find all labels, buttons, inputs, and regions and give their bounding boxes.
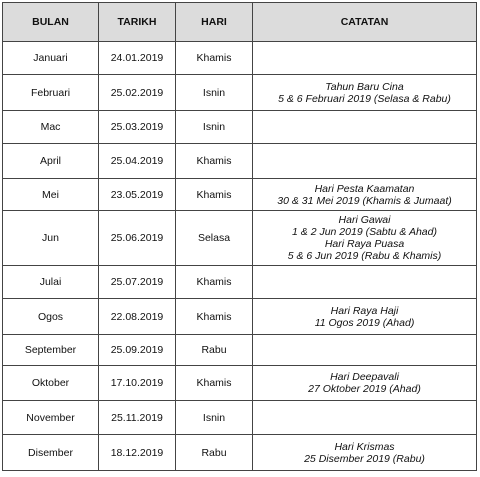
cell-tarikh: 22.08.2019 <box>99 299 176 335</box>
cell-hari: Rabu <box>176 435 253 471</box>
cell-tarikh: 25.06.2019 <box>99 211 176 266</box>
cell-tarikh: 25.07.2019 <box>99 266 176 299</box>
cell-hari: Khamis <box>176 179 253 211</box>
cell-bulan: Oktober <box>3 366 99 401</box>
cell-tarikh: 17.10.2019 <box>99 366 176 401</box>
cell-hari: Isnin <box>176 111 253 144</box>
table-row <box>3 75 477 111</box>
cell-catatan <box>253 366 477 401</box>
cell-bulan: Disember <box>3 435 99 471</box>
cell-catatan <box>253 435 477 471</box>
cell-tarikh: 25.09.2019 <box>99 335 176 366</box>
cell-bulan: Februari <box>3 75 99 111</box>
cell-catatan <box>253 179 477 211</box>
cell-catatan <box>253 211 477 266</box>
catatan-line: 1 & 2 Jun 2019 (Sabtu & Ahad) <box>292 226 437 238</box>
table-header <box>3 3 477 42</box>
catatan-line: 30 & 31 Mei 2019 (Khamis & Jumaat) <box>277 194 452 207</box>
cell-hari: Khamis <box>176 144 253 179</box>
cell-catatan <box>253 266 477 299</box>
cell-bulan: Mei <box>3 179 99 211</box>
table-row <box>3 211 477 266</box>
cell-bulan: Ogos <box>3 299 99 335</box>
cell-bulan: Mac <box>3 111 99 144</box>
catatan-line: 27 Oktober 2019 (Ahad) <box>308 383 421 395</box>
table-row <box>3 435 477 471</box>
catatan-line: 25 Disember 2019 (Rabu) <box>304 452 425 465</box>
cell-tarikh: 25.04.2019 <box>99 144 176 179</box>
header-bulan: BULAN <box>3 3 99 42</box>
cell-hari: Isnin <box>176 75 253 111</box>
cell-tarikh: 23.05.2019 <box>99 179 176 211</box>
cell-tarikh: 25.11.2019 <box>99 401 176 435</box>
catatan-line: Hari Deepavali <box>330 371 399 383</box>
cell-hari: Khamis <box>176 42 253 75</box>
catatan-line: 5 & 6 Jun 2019 (Rabu & Khamis) <box>287 250 442 262</box>
cell-catatan <box>253 401 477 435</box>
header-row <box>3 3 477 42</box>
cell-bulan: April <box>3 144 99 179</box>
catatan-line: Hari Gawai <box>338 214 391 226</box>
cell-hari: Rabu <box>176 335 253 366</box>
cell-hari: Isnin <box>176 401 253 435</box>
table-row <box>3 144 477 179</box>
table-row <box>3 299 477 335</box>
cell-tarikh: 25.02.2019 <box>99 75 176 111</box>
cell-bulan: Jun <box>3 211 99 266</box>
cell-tarikh: 18.12.2019 <box>99 435 176 471</box>
cell-catatan <box>253 335 477 366</box>
catatan-line: Hari Krismas <box>334 440 395 453</box>
cell-tarikh: 24.01.2019 <box>99 42 176 75</box>
table-row <box>3 366 477 401</box>
header-catatan: CATATAN <box>253 3 477 42</box>
table-row <box>3 179 477 211</box>
schedule-table <box>2 2 477 471</box>
cell-tarikh: 25.03.2019 <box>99 111 176 144</box>
catatan-line: Hari Pesta Kaamatan <box>314 182 415 195</box>
cell-catatan <box>253 299 477 335</box>
cell-bulan: September <box>3 335 99 366</box>
header-hari: HARI <box>176 3 253 42</box>
catatan-line: 5 & 6 Februari 2019 (Selasa & Rabu) <box>278 92 451 105</box>
cell-hari: Khamis <box>176 299 253 335</box>
cell-catatan <box>253 75 477 111</box>
table-row <box>3 401 477 435</box>
catatan-line: Tahun Baru Cina <box>325 80 404 93</box>
table-body <box>3 42 477 471</box>
catatan-line: 11 Ogos 2019 (Ahad) <box>314 316 415 329</box>
cell-hari: Khamis <box>176 266 253 299</box>
cell-catatan <box>253 42 477 75</box>
table-row <box>3 335 477 366</box>
cell-catatan <box>253 144 477 179</box>
cell-catatan <box>253 111 477 144</box>
header-tarikh: TARIKH <box>99 3 176 42</box>
cell-bulan: November <box>3 401 99 435</box>
table-row <box>3 42 477 75</box>
cell-hari: Khamis <box>176 366 253 401</box>
table-row <box>3 266 477 299</box>
cell-bulan: Januari <box>3 42 99 75</box>
catatan-line: Hari Raya Puasa <box>324 238 405 250</box>
table-row <box>3 111 477 144</box>
cell-bulan: Julai <box>3 266 99 299</box>
cell-hari: Selasa <box>176 211 253 266</box>
catatan-line: Hari Raya Haji <box>330 304 399 317</box>
